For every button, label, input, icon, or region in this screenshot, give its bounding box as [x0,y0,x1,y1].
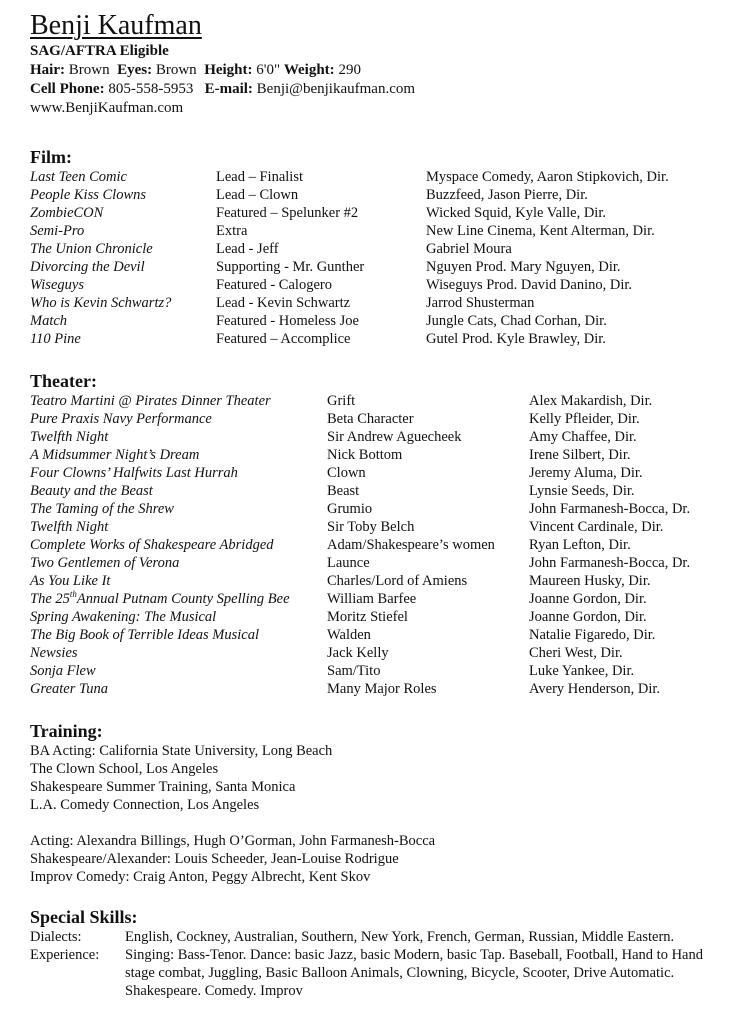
film-credit-row [30,204,669,222]
training-teacher-line: Improv Comedy: Craig Anton, Peggy Albrecht, Kent Skov [30,869,371,885]
theater-role: Grift [327,393,356,409]
film-credit-row [30,258,669,276]
film-production: Jungle Cats, Chad Corhan, Dir. [426,313,607,329]
theater-role: Jack Kelly [327,645,389,661]
film-production: New Line Cinema, Kent Alterman, Dir. [426,223,655,239]
theater-title: Pure Praxis Navy Performance [30,411,212,427]
film-production: Jarrod Shusterman [426,295,535,311]
theater-title: Sonja Flew [30,663,96,679]
theater-director: Natalie Figaredo, Dir. [529,627,656,643]
theater-credit-row [30,680,690,698]
hair-value: Brown [68,62,110,78]
theater-director: Alex Makardish, Dir. [529,393,653,409]
theater-role: Moritz Stiefel [327,609,408,625]
training-schools [30,742,720,814]
theater-title: Newsies [30,645,78,661]
theater-credit-row [30,626,690,644]
theater-title: Complete Works of Shakespeare Abridged [30,537,274,553]
height-label: Height: [204,62,253,78]
film-section [30,146,720,348]
theater-director: Maureen Husky, Dir. [529,573,651,589]
website-link[interactable]: www.BenjiKaufman.com [30,100,184,116]
theater-role: Launce [327,555,370,571]
theater-director: Cheri West, Dir. [529,645,623,661]
film-title: ZombieCON [30,205,104,221]
theater-role: William Barfee [327,591,417,607]
theater-credit-row [30,644,690,662]
theater-role: Sir Andrew Aguecheek [327,429,462,445]
training-teacher-line: Acting: Alexandra Billings, Hugh O’Gorman, John Farmanesh-Bocca [30,833,436,849]
training-section [30,720,720,886]
physical-stats [30,61,720,80]
theater-title: A Midsummer Night’s Dream [30,447,200,463]
theater-director: Joanne Gordon, Dir. [529,609,647,625]
theater-title-part: The 25 [30,591,70,607]
theater-role: Adam/Shakespeare’s women [327,537,495,553]
theater-section [30,370,720,698]
theater-credit-row [30,590,690,608]
theater-credit-row [30,608,690,626]
theater-title-superscript: th [69,589,77,600]
film-credit-row [30,168,669,186]
theater-director: Vincent Cardinale, Dir. [529,519,664,535]
theater-role: Grumio [327,501,373,517]
film-credit-row [30,240,669,258]
theater-role: Beast [327,483,360,499]
theater-title: The Taming of the Shrew [30,501,174,517]
theater-role: Beta Character [327,411,414,427]
theater-title: The Big Book of Terrible Ideas Musical [30,627,260,643]
film-role: Featured – Spelunker #2 [216,205,359,221]
film-title: Who is Kevin Schwartz? [30,295,172,311]
theater-credit-row [30,482,690,500]
film-production: Wiseguys Prod. David Danino, Dir. [426,277,633,293]
theater-credit-row [30,518,690,536]
training-heading: Training: [30,721,103,741]
theater-title: Twelfth Night [30,429,109,445]
film-title: Wiseguys [30,277,84,293]
weight-value: 290 [338,62,361,78]
theater-director: Irene Silbert, Dir. [529,447,631,463]
skills-section [30,906,720,1000]
theater-heading: Theater: [30,371,97,391]
theater-title: Four Clowns’ Halfwits Last Hurrah [30,465,238,481]
theater-credit-row [30,536,690,554]
theater-title-part: Annual Putnam County Spelling Bee [76,591,290,607]
theater-credit-row [30,410,690,428]
film-production: Myspace Comedy, Aaron Stipkovich, Dir. [426,169,669,185]
dialects-row [30,928,720,946]
theater-role: Many Major Roles [327,681,437,697]
film-credit-row [30,222,669,240]
film-title: The Union Chronicle [30,241,153,257]
film-role: Lead – Clown [216,187,299,203]
theater-director: Avery Henderson, Dir. [529,681,661,697]
film-role: Supporting - Mr. Gunther [216,259,365,275]
eyes-label: Eyes: [117,62,153,78]
theater-role: Nick Bottom [327,447,403,463]
email-link[interactable]: Benji@benjikaufman.com [256,81,416,97]
film-heading: Film: [30,147,72,167]
film-title: Match [30,313,68,329]
film-table [30,168,669,348]
theater-credit-row [30,500,690,518]
theater-credit-row [30,392,690,410]
film-credit-row [30,312,669,330]
eyes-value: Brown [155,62,197,78]
training-school-line: L.A. Comedy Connection, Los Angeles [30,797,260,813]
theater-title: Greater Tuna [30,681,109,697]
theater-role: Sir Toby Belch [327,519,415,535]
theater-director: John Farmanesh-Bocca, Dr. [529,501,691,517]
training-school-line: Shakespeare Summer Training, Santa Monica [30,779,296,795]
experience-value: Singing: Bass-Tenor. Dance: basic Jazz, basic Modern, basic Tap. Baseball, Football, Hand to Hand stage combat, Juggling, Basic Balloon Animals, Clowning, Bicycle, Scooter, Drive Automatic. Shakespeare. Comedy. Improv [125,947,703,999]
film-credit-row [30,186,669,204]
actor-name: Benji Kaufman [30,10,202,41]
film-role: Featured - Homeless Joe [216,313,359,329]
theater-director: John Farmanesh-Bocca, Dr. [529,555,691,571]
dialects-value: English, Cockney, Australian, Southern, New York, French, German, Russian, Middle Eastern. [125,929,675,945]
film-credit-row [30,294,669,312]
theater-role: Charles/Lord of Amiens [327,573,468,589]
theater-director: Lynsie Seeds, Dir. [529,483,635,499]
height-value: 6'0" [256,62,281,78]
phone-label: Cell Phone: [30,81,105,97]
theater-title [30,590,327,608]
theater-director: Luke Yankee, Dir. [529,663,635,679]
film-production: Gabriel Moura [426,241,512,257]
film-role: Featured – Accomplice [216,331,351,347]
theater-director: Ryan Lefton, Dir. [529,537,631,553]
training-school-line: BA Acting: California State University, Long Beach [30,743,333,759]
hair-label: Hair: [30,62,65,78]
film-role: Lead – Finalist [216,169,303,185]
film-title: Last Teen Comic [30,169,127,185]
theater-credit-row [30,446,690,464]
contact-info [30,80,720,99]
theater-role: Clown [327,465,366,481]
film-title: Divorcing the Devil [30,259,145,275]
film-credit-row [30,276,669,294]
theater-director: Amy Chaffee, Dir. [529,429,637,445]
film-title: Semi-Pro [30,223,85,239]
dialects-label: Dialects: [30,929,82,945]
film-production: Gutel Prod. Kyle Brawley, Dir. [426,331,606,347]
film-production: Wicked Squid, Kyle Valle, Dir. [426,205,606,221]
theater-title: As You Like It [30,573,111,589]
theater-credit-row [30,662,690,680]
training-school-line: The Clown School, Los Angeles [30,761,219,777]
theater-director: Joanne Gordon, Dir. [529,591,647,607]
theater-title: Two Gentlemen of Verona [30,555,180,571]
film-title: People Kiss Clowns [30,187,147,203]
film-role: Extra [216,223,248,239]
theater-credit-row [30,554,690,572]
resume-header [30,10,720,118]
training-teachers [30,832,720,886]
theater-director: Kelly Pfleider, Dir. [529,411,640,427]
theater-title: Twelfth Night [30,519,109,535]
theater-title: Teatro Martini @ Pirates Dinner Theater [30,393,271,409]
experience-label: Experience: [30,947,100,963]
theater-credit-row [30,572,690,590]
film-role: Lead - Jeff [216,241,279,257]
experience-row [30,946,720,1000]
theater-table [30,392,690,698]
training-teacher-line: Shakespeare/Alexander: Louis Scheeder, Jean-Louise Rodrigue [30,851,399,867]
skills-heading: Special Skills: [30,907,138,927]
film-title: 110 Pine [30,331,81,347]
film-credit-row [30,330,669,348]
phone-value: 805-558-5953 [108,81,194,97]
theater-role: Walden [327,627,371,643]
film-role: Lead - Kevin Schwartz [216,295,351,311]
theater-credit-row [30,428,690,446]
theater-title: Beauty and the Beast [30,483,153,499]
theater-role: Sam/Tito [327,663,381,679]
theater-director: Jeremy Aluma, Dir. [529,465,643,481]
film-production: Nguyen Prod. Mary Nguyen, Dir. [426,259,621,275]
film-production: Buzzfeed, Jason Pierre, Dir. [426,187,588,203]
film-role: Featured - Calogero [216,277,332,293]
email-label: E-mail: [204,81,253,97]
theater-credit-row [30,464,690,482]
theater-title: Spring Awakening: The Musical [30,609,217,625]
weight-label: Weight: [283,62,335,78]
union-status: SAG/AFTRA Eligible [30,43,169,59]
